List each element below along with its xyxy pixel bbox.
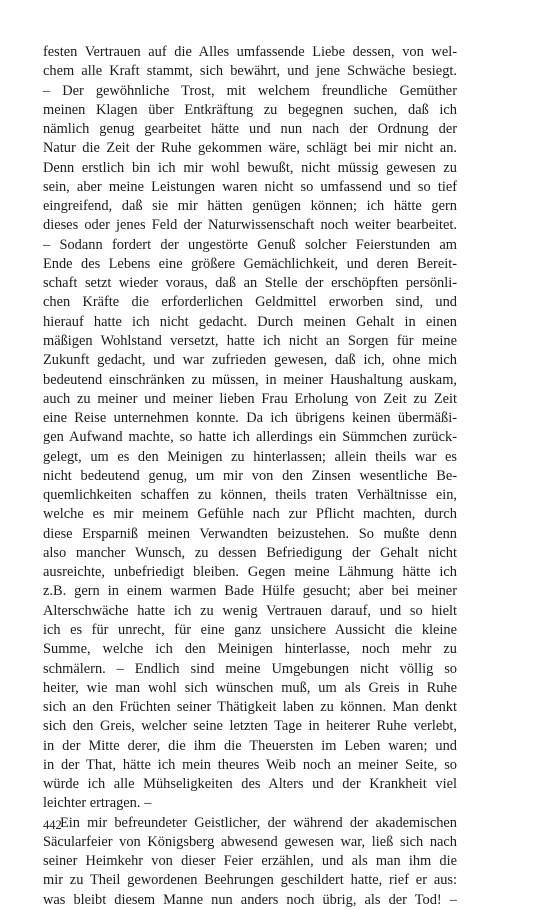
text-line: Säcularfeier von Königsberg abwesend gewesen war, ließ sich nach [43,833,457,850]
text-line: festen Vertrauen auf die Alles umfassende Liebe dessen, von wel- [43,44,457,60]
text-line: gelegt, um es den Meinigen zu hinterlassen; allein theils war es [43,448,457,465]
text-line: was bleibt diesem Manne nun anders noch übrig, als der Tod! – [43,891,457,908]
text-line: auch zu meiner und meiner lieben Frau Erholung von Zeit zu Zeit [43,390,457,407]
text-line: chen Kräfte die erforderlichen Geldmittel erworben sind, und [43,294,457,311]
text-line: diese Ersparniß meinen Verwandten beizustehen. So mußte denn [43,525,457,542]
text-line: quemlichkeiten schaffen zu können, theils traten Verhältnisse ein, [43,487,457,504]
text-line: eine Reise unternehmen konnte. Da ich übrigens keinen übermäßi- [43,410,457,427]
paragraph-start-line: Ein mir befreundeter Geistlicher, der während der akademischen [60,814,457,831]
text-line: also mancher Wunsch, zu dessen Befriedigung der Gehalt nicht [43,544,457,561]
paragraph-end-line: leichter ertragen. – [43,795,152,812]
text-line: schaft setzt wieder voraus, daß an Stelle der erschöpften persönli- [43,275,457,292]
text-line: dieses oder jenes Feld der Naturwissenschaft noch weiter bearbeitet. [43,217,457,234]
text-line: mäßigen Wohlstand versetzt, hatte ich nicht an Sorgen für meine [43,332,457,349]
text-line: in der That, hätte ich mein theures Weib noch an meiner Seite, so [43,756,457,773]
text-line: hierauf hatte ich nicht gedacht. Durch meinen Gehalt in einen [43,313,457,330]
text-line: gen Aufwand machte, so hatte ich allerdings ein Sümmchen zurück- [43,429,457,446]
text-line: seiner Heimkehr von dieser Feier erzählen, und als man ihm die [43,853,457,870]
text-line: bedeutend einschränken zu müssen, in meiner Haushaltung auskam, [43,371,457,388]
text-line: – Sodann fordert der ungestörte Genuß solcher Feierstunden am [43,236,457,253]
text-line: – Der gewöhnliche Trost, mit welchem freundliche Gemüther [43,82,457,99]
text-line: in der Mitte derer, die ihm die Theuersten im Leben waren; und [43,737,457,754]
body-text [43,43,457,910]
text-line: Summe, welche ich den Meinigen hinterlasse, noch mehr zu [43,641,457,658]
text-line: Denn erstlich bin ich mir wohl bewußt, nicht müssig gewesen zu [43,159,457,176]
text-line: Ende des Lebens eine größere Gemächlichkeit, und deren Bereit- [43,255,457,272]
text-line: mir zu Theil gewordenen Beehrungen geschildert hatte, rief er aus: [43,872,457,889]
text-line: eingreifend, daß sie mir hätten genügen können; ich hätte gern [43,198,457,215]
text-line: schmälern. – Endlich sind meine Umgebungen nicht völlig so [43,660,457,677]
text-line: nämlich genug gearbeitet hätte und nun nach der Ordnung der [43,121,457,138]
text-line: Zukunft gedacht, und war zufrieden gewesen, daß ich, ohne mich [43,352,457,369]
text-line: ich es für unrecht, für eine ganz unsichere Aussicht die kleine [43,621,457,638]
page-number: 442 [43,818,62,832]
text-line: welche es mir meinem Gefühle nach zur Pflicht machten, durch [43,506,457,523]
text-line: meinen Klagen über Entkräftung zu begegnen suchen, daß ich [43,101,457,118]
text-line: würde ich alle Mühseligkeiten des Alters und der Krankheit viel [43,776,457,793]
text-line: chem alle Kraft stammt, sich bewährt, und jene Schwäche besiegt. [43,63,457,80]
text-line: z.B. gern in einem warmen Bade Hülfe gesucht; aber bei meiner [43,583,457,600]
text-line: nicht bedeutend genug, um mir von den Zinsen wesentliche Be- [43,467,457,484]
text-line: sich an den Früchten seiner Thätigkeit laben zu können. Man denkt [43,699,457,716]
text-line: Natur die Zeit der Ruhe gekommen wäre, schlägt bei mir nicht an. [43,140,457,157]
text-line: ausreichte, unbefriedigt bleiben. Gegen meine Lähmung hätte ich [43,564,457,581]
text-line: sein, aber meine Leistungen waren nicht so umfassend und so tief [43,178,457,195]
text-line: heiter, wie man wohl sich wünschen muß, um als Greis in Ruhe [43,679,457,696]
text-line: sich den Greis, welcher seine letzten Tage in heiterer Ruhe verlebt, [43,718,457,735]
text-line: Alterschwäche hatte ich zu wenig Vertrauen darauf, und so hielt [43,602,457,619]
